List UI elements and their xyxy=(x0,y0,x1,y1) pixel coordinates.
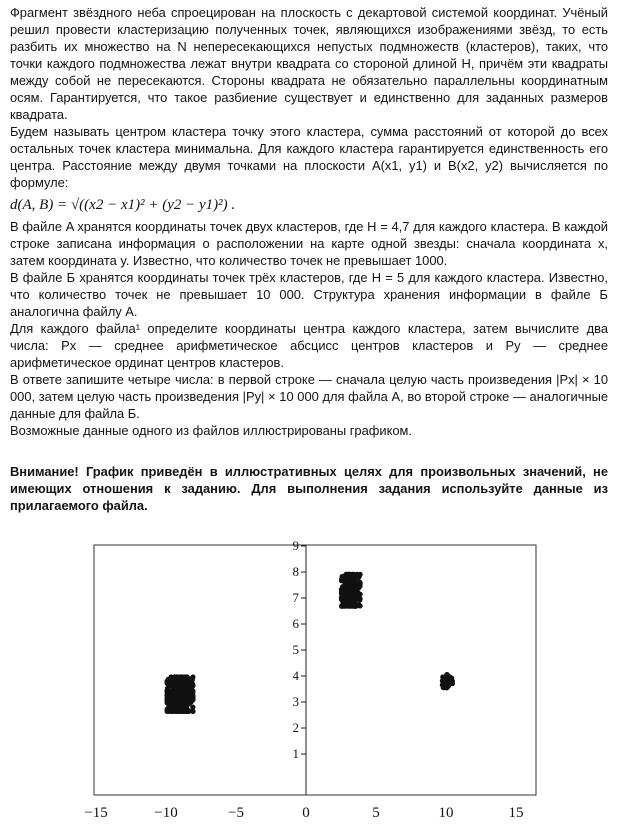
scatter-point-cluster-1 xyxy=(176,694,181,699)
scatter-point-cluster-2 xyxy=(356,585,361,590)
center-definition: Будем называть центром кластера точку этого кластера, сумма расстояний от которой до всех остальных точек кластера минимальна. Для каждого кластера гарантируется единственность его центра. Расстояние между двумя точками на плоскости A(x1, y1) и B(x2, y2) вычисляется по формуле: xyxy=(10,124,608,191)
scatter-point-cluster-1 xyxy=(184,709,189,714)
scatter-point-cluster-2 xyxy=(358,603,363,608)
scatter-point-cluster-2 xyxy=(351,572,356,577)
scatter-point-cluster-1 xyxy=(185,698,190,703)
scatter-point-cluster-3 xyxy=(440,678,445,683)
scatter-point-cluster-1 xyxy=(190,683,195,688)
x-tick-label: −10 xyxy=(154,805,178,821)
task-description: Для каждого файла¹ определите координаты центра каждого кластера, затем вычислите два числа: Px — среднее арифметическое абсцисс центров кластеров и Py — среднее арифметическое ординат центров кластеров. xyxy=(10,320,608,370)
scatter-point-cluster-1 xyxy=(179,707,184,712)
x-tick-label: −15 xyxy=(84,805,108,821)
task-text xyxy=(10,4,608,439)
file-b-description: В файле Б хранятся координаты точек трёх кластеров, где H = 5 для каждого кластера. Известно, что количество точек не превышает 10 000. Структура хранения информации в файле Б аналогична файлу A. xyxy=(10,269,608,319)
x-tick-label: 15 xyxy=(508,805,524,821)
y-tick-label: 7 xyxy=(292,590,299,605)
y-tick-label: 5 xyxy=(292,642,299,657)
scatter-point-cluster-1 xyxy=(178,679,183,684)
answer-format: В ответе запишите четыре числа: в первой строке — сначала целую часть произведения |Px| × 10 000, затем целую часть произведения |Py| × 10 000 для файла A, во второй строке — аналогичные данные для файла Б. xyxy=(10,371,608,422)
file-a-description: В файле A хранятся координаты точек двух кластеров, где H = 4,7 для каждого кластера. В каждой строке записана информация о расположении на карте одной звезды: сначала координата x, затем координата y. Известно, что количество точек не превышает 1000. xyxy=(10,218,608,268)
scatter-point-cluster-1 xyxy=(170,702,175,707)
scatter-point-cluster-2 xyxy=(342,580,347,585)
x-tick-label: 5 xyxy=(372,805,380,821)
x-tick-label: −5 xyxy=(228,805,244,821)
y-tick-label: 8 xyxy=(292,564,299,579)
scatter-point-cluster-1 xyxy=(165,692,170,697)
y-tick-label: 4 xyxy=(292,668,299,683)
intro-paragraph: Фрагмент звёздного неба спроецирован на плоскость с декартовой системой координат. Учёный решил провести кластеризацию полученных точек, являющихся изображениями звёзд, то есть разбить их множество на N непересекающихся непустых подмножеств (кластеров), таких, что точки каждого подмножества лежат внутри квадрата со стороной длиной H, причём эти квадраты между собой не пересекаются. Стороны квадрата не обязательно параллельны координатным осям. Гарантируется, что такое разбиение существует и единственно для заданных размеров квадрата. xyxy=(10,5,608,123)
scatter-point-cluster-2 xyxy=(339,591,344,596)
scatter-point-cluster-1 xyxy=(165,709,170,714)
y-tick-label: 3 xyxy=(292,694,299,709)
scatter-point-cluster-3 xyxy=(441,685,446,690)
scatter-point-cluster-1 xyxy=(185,678,190,683)
scatter-point-cluster-1 xyxy=(186,690,191,695)
scatter-point-cluster-1 xyxy=(172,689,177,694)
illustration-note: Возможные данные одного из файлов иллюстрированы графиком. xyxy=(10,423,412,439)
y-tick-label: 9 xyxy=(292,538,299,553)
scatter-chart xyxy=(0,535,627,840)
scatter-point-cluster-2 xyxy=(350,586,355,591)
scatter-point-cluster-2 xyxy=(352,604,357,609)
ticks-layer xyxy=(84,538,523,821)
scatter-point-cluster-2 xyxy=(358,572,363,577)
x-tick-label: 0 xyxy=(302,805,310,821)
scatter-point-cluster-1 xyxy=(168,697,173,702)
x-tick-label: 10 xyxy=(438,805,454,821)
scatter-point-cluster-1 xyxy=(174,674,179,679)
distance-formula: d(A, B) = √((x2 − x1)² + (y2 − y1)²) . xyxy=(10,196,236,213)
scatter-point-cluster-1 xyxy=(190,709,195,714)
y-tick-label: 1 xyxy=(292,746,299,761)
scatter-point-cluster-2 xyxy=(357,580,362,585)
scatter-point-cluster-3 xyxy=(447,676,452,681)
warning-note: Внимание! График приведён в иллюстративных целях для произвольных значений, не имеющих отношения к заданию. Для выполнения задания используйте данные из прилагаемого файла. xyxy=(10,464,608,513)
scatter-point-cluster-2 xyxy=(342,603,347,608)
points-layer xyxy=(165,572,456,714)
scatter-point-cluster-2 xyxy=(358,596,363,601)
scatter-point-cluster-2 xyxy=(347,597,352,602)
chart-frame xyxy=(94,545,536,795)
scatter-point-cluster-2 xyxy=(351,598,356,603)
scatter-point-cluster-1 xyxy=(172,684,177,689)
scatter-point-cluster-2 xyxy=(358,592,363,597)
scatter-point-cluster-1 xyxy=(190,674,195,679)
y-tick-label: 2 xyxy=(292,720,299,735)
y-tick-label: 6 xyxy=(292,616,299,631)
